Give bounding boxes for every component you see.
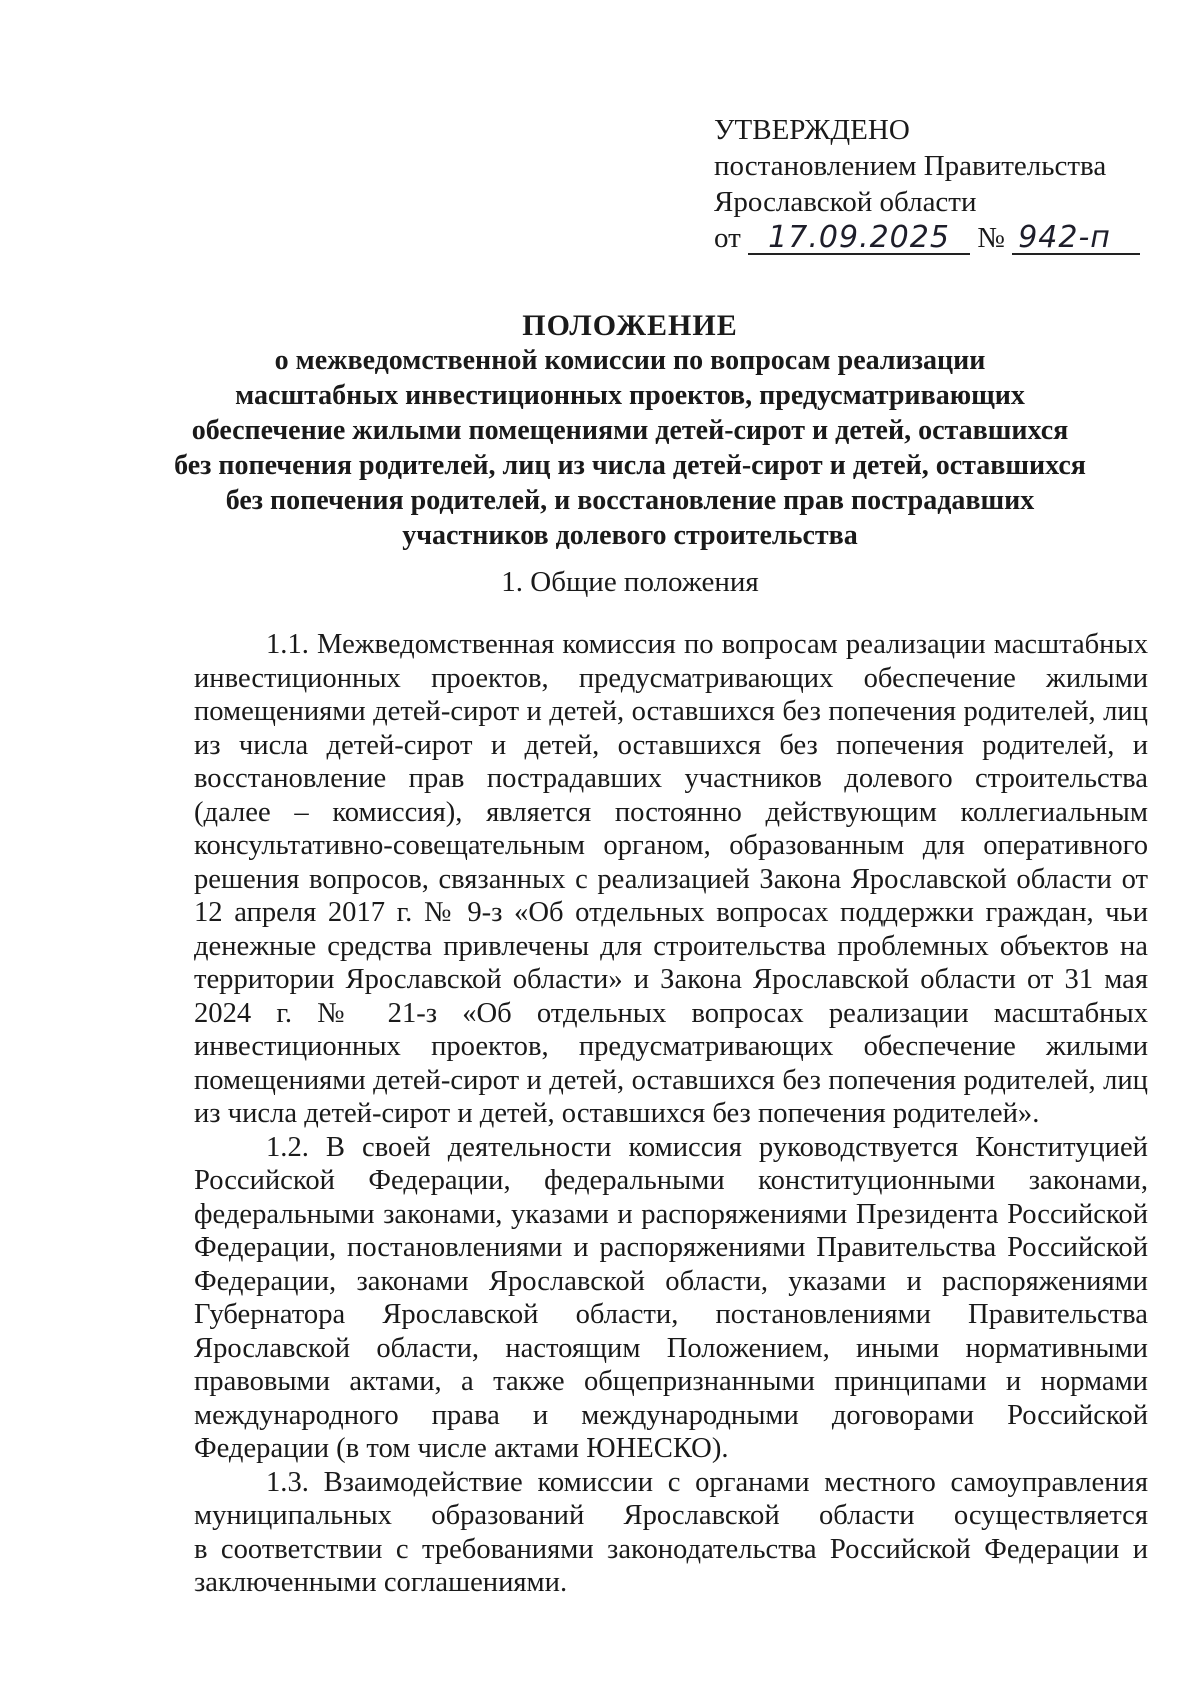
title-line: масштабных инвестиционных проектов, предусматривающих: [235, 380, 1025, 411]
approval-authority: постановлением Правительства: [714, 150, 1107, 182]
text-line: 2024 г. № 21-з «Об отдельных вопросах реализации масштабных: [194, 997, 1148, 1029]
text-line: инвестиционных проектов, предусматривающих обеспечение жилыми: [194, 662, 1148, 694]
text-line: консультативно-совещательным органом, образованным для оперативного: [194, 830, 1148, 861]
approval-region: Ярославской области: [714, 186, 977, 218]
text-line: Федерации (в том числе актами ЮНЕСКО).: [194, 1433, 729, 1464]
text-line: 12 апреля 2017 г. № 9-з «Об отдельных вопросах поддержки граждан, чьи: [194, 897, 1148, 928]
paragraph-1-1: [194, 628, 1148, 1131]
number-prefix: №: [977, 222, 1005, 254]
text-line: муниципальных образований Ярославской области осуществляется: [194, 1500, 1148, 1531]
approval-block: [714, 112, 1154, 260]
handwritten-date: 17.09.2025: [768, 220, 950, 255]
date-prefix: от: [714, 222, 741, 254]
handwritten-number: 942-п: [1018, 220, 1111, 255]
text-line: (далее – комиссия), является постоянно действующим коллегиальным: [194, 796, 1148, 828]
text-line: инвестиционных проектов, предусматривающих обеспечение жилыми: [194, 1031, 1148, 1062]
text-line: помещениями детей-сирот и детей, оставшихся без попечения родителей, лиц: [194, 696, 1148, 727]
text-line: 1.3. Взаимодействие комиссии с органами местного самоуправления: [266, 1466, 1148, 1498]
text-line: Российской Федерации, федеральными конституционными законами,: [194, 1165, 1148, 1196]
approval-date-line: [714, 220, 1154, 260]
title-line: о межведомственной комиссии по вопросам реализации: [274, 345, 986, 376]
text-line: 1.2. В своей деятельности комиссия руководствуется Конституцией: [266, 1131, 1148, 1163]
paragraph-1-2: [194, 1131, 1148, 1466]
text-line: Федерации, законами Ярославской области, указами и распоряжениями: [194, 1265, 1148, 1297]
paragraph-1-3: [194, 1466, 1148, 1600]
text-line: из числа детей-сирот и детей, оставшихся без попечения родителей, и: [194, 729, 1148, 761]
text-line: федеральными законами, указами и распоряжениями Президента Российской: [194, 1198, 1148, 1230]
text-line: из числа детей-сирот и детей, оставшихся без попечения родителей».: [194, 1098, 1040, 1129]
document-body: [194, 628, 1148, 1600]
text-line: Федерации, постановлениями и распоряжениями Правительства Российской: [194, 1232, 1148, 1263]
number-field: [1012, 220, 1140, 255]
title-heading: ПОЛОЖЕНИЕ: [522, 309, 738, 342]
title-line: без попечения родителей, лиц из числа детей-сирот и детей, оставшихся: [174, 450, 1086, 481]
text-line: решения вопросов, связанных с реализацией Закона Ярославской области от: [194, 863, 1148, 895]
title-line: участников долевого строительства: [402, 520, 858, 551]
text-line: заключенными соглашениями.: [194, 1567, 568, 1598]
text-line: правовыми актами, а также общепризнанными принципами и нормами: [194, 1366, 1148, 1397]
text-line: помещениями детей-сирот и детей, оставшихся без попечения родителей, лиц: [194, 1064, 1148, 1096]
section-title: 1. Общие положения: [501, 566, 759, 598]
date-field: [748, 220, 970, 255]
text-line: денежные средства привлечены для строительства проблемных объектов на: [194, 930, 1148, 962]
title-line: обеспечение жилыми помещениями детей-сирот и детей, оставшихся: [191, 415, 1069, 446]
approval-stamp: УТВЕРЖДЕНО: [714, 114, 910, 146]
text-line: восстановление прав пострадавших участников долевого строительства: [194, 763, 1148, 794]
text-line: Ярославской области, настоящим Положением, иными нормативными: [194, 1332, 1148, 1364]
text-line: международного права и международными договорами Российской: [194, 1399, 1148, 1431]
text-line: Губернатора Ярославской области, постановлениями Правительства: [194, 1299, 1148, 1330]
text-line: в соответствии с требованиями законодательства Российской Федерации и: [194, 1533, 1148, 1565]
title-line: без попечения родителей, и восстановление прав пострадавших: [225, 485, 1035, 516]
text-line: 1.1. Межведомственная комиссия по вопросам реализации масштабных: [266, 629, 1148, 660]
document-title: [130, 308, 1130, 553]
text-line: территории Ярославской области» и Закона Ярославской области от 31 мая: [194, 964, 1148, 995]
